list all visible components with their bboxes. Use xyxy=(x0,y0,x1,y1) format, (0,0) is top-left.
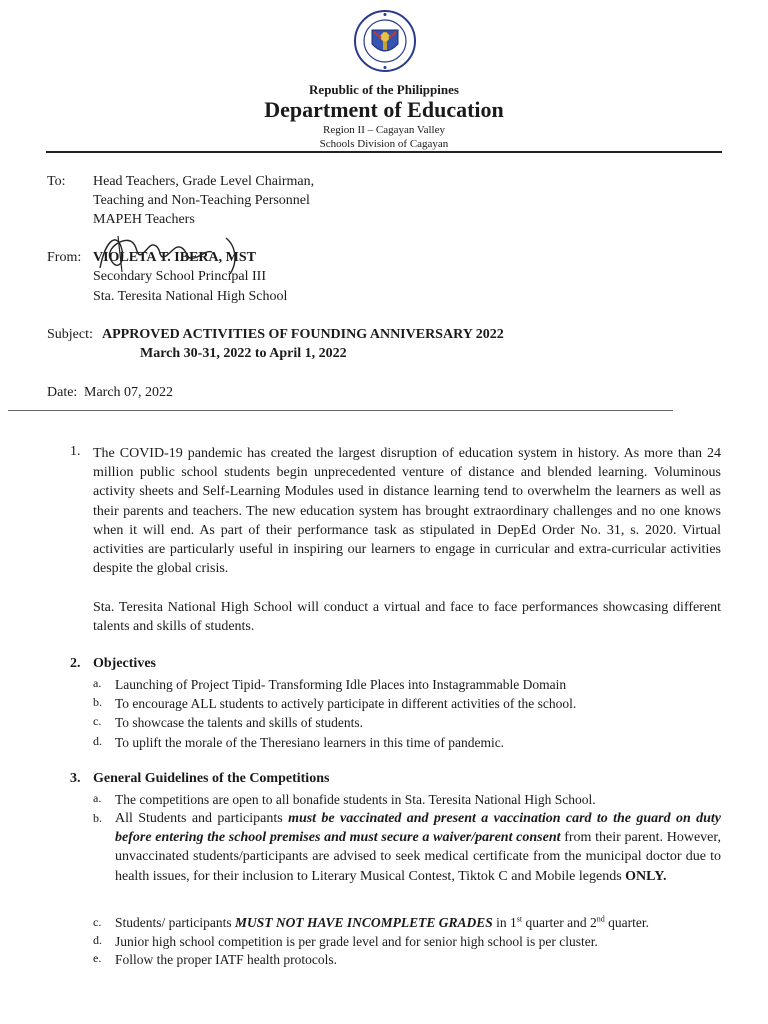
objective-c: To showcase the talents and skills of students. xyxy=(115,715,364,730)
deped-seal-icon xyxy=(354,10,416,72)
date-label: Date: xyxy=(47,385,78,400)
subject-dates: March 30-31, 2022 to April 1, 2022 xyxy=(140,346,347,361)
objective-b-letter: b. xyxy=(93,695,102,709)
guideline-c-text-4: quarter. xyxy=(604,915,649,930)
from-name: VIOLETA T. IBERA, MST xyxy=(93,250,256,265)
objective-d-letter: d. xyxy=(93,734,102,748)
objective-a-letter: a. xyxy=(93,676,102,690)
from-line-2: Sta. Teresita National High School xyxy=(93,289,288,304)
objectives-heading: Objectives xyxy=(93,656,156,671)
objective-a: Launching of Project Tipid- Transforming Idle Places into Instagrammable Domain xyxy=(115,677,567,692)
guideline-c-text-1: Students/ participants xyxy=(115,915,235,930)
guideline-e-letter: e. xyxy=(93,951,102,965)
guideline-b-text-2: from their parent. However, unvaccinated students/participants are advised to seek medical certificate from the municipal doctor due to health issues, for their inclusion to Literary Musical Contest, Tiktok C and Mobile legends xyxy=(115,830,721,884)
guideline-d-letter: d. xyxy=(93,933,102,947)
guideline-c-text-2: in 1 xyxy=(492,915,517,930)
objective-c-letter: c. xyxy=(93,714,102,728)
from-label: From: xyxy=(47,250,82,265)
to-line-2: Teaching and Non-Teaching Personnel xyxy=(93,193,310,208)
guideline-b xyxy=(115,809,721,886)
to-label: To: xyxy=(47,174,66,189)
item-1-followup: Sta. Teresita National High School will conduct a virtual and face to face performances showcasing different talents and skills of students. xyxy=(93,600,721,635)
guideline-a: The competitions are open to all bonafide students in Sta. Teresita National High School. xyxy=(115,792,596,807)
item-1-paragraph: The COVID-19 pandemic has created the largest disruption of education system in history. As more than 24 million public school students begin unprecedented venture of distance and blended learning. Voluminous activity sheets and Self-Learning Modules used in distance learning tend to overwhelm the learners as well as their parents and teachers. The new education system has brought extraordinary challenges and no one knows when it will end. As part of their performance task as stipulated in DepEd Order No. 31, s. 2020. Virtual activities are particularly useful in inspiring our learners to engage in curricular and extra-curricular activities despite the global crisis. xyxy=(93,446,721,577)
subject-label: Subject: xyxy=(47,327,93,342)
guideline-b-only: ONLY. xyxy=(625,868,667,884)
memo-divider xyxy=(8,410,673,411)
guideline-c-sup-1: st xyxy=(516,914,523,924)
header-divider xyxy=(46,151,722,153)
guideline-b-text-1: All Students and participants xyxy=(115,811,289,826)
region-line: Region II – Cagayan Valley xyxy=(323,124,445,136)
guideline-c-letter: c. xyxy=(93,915,102,929)
subject-title: APPROVED ACTIVITIES OF FOUNDING ANNIVERSARY 2022 xyxy=(102,327,504,342)
guideline-c xyxy=(115,913,649,932)
item-1-number: 1. xyxy=(70,444,81,459)
department-heading: Department of Education xyxy=(264,97,504,122)
guideline-c-emphasis: MUST NOT HAVE INCOMPLETE GRADES xyxy=(234,915,493,930)
to-line-3: MAPEH Teachers xyxy=(93,212,195,227)
signature-icon xyxy=(92,228,252,276)
republic-heading: Republic of the Philippines xyxy=(309,82,459,97)
date-value: March 07, 2022 xyxy=(84,385,174,400)
to-line-1: Head Teachers, Grade Level Chairman, xyxy=(93,174,315,189)
guideline-a-letter: a. xyxy=(93,791,102,805)
guideline-e: Follow the proper IATF health protocols. xyxy=(115,952,337,967)
guidelines-number: 3. xyxy=(70,771,81,786)
guideline-b-emphasis: must be vaccinated and present a vaccination card to the guard on duty before entering the school premises and must secure a waiver/parent consent xyxy=(115,811,721,846)
guidelines-heading: General Guidelines of the Competitions xyxy=(93,771,330,786)
guideline-b-letter: b. xyxy=(93,811,102,825)
guideline-c-sup-2: nd xyxy=(596,914,605,924)
objective-d: To uplift the morale of the Theresiano learners in this time of pandemic. xyxy=(115,735,505,750)
guideline-c-text-3: quarter and 2 xyxy=(522,915,597,930)
guideline-d: Junior high school competition is per grade level and for senior high school is per cluster. xyxy=(115,934,598,949)
objective-b: To encourage ALL students to actively participate in different activities of the school. xyxy=(115,696,577,711)
from-line-1: Secondary School Principal III xyxy=(93,269,267,284)
objectives-number: 2. xyxy=(70,656,81,671)
division-line: Schools Division of Cagayan xyxy=(319,138,449,150)
